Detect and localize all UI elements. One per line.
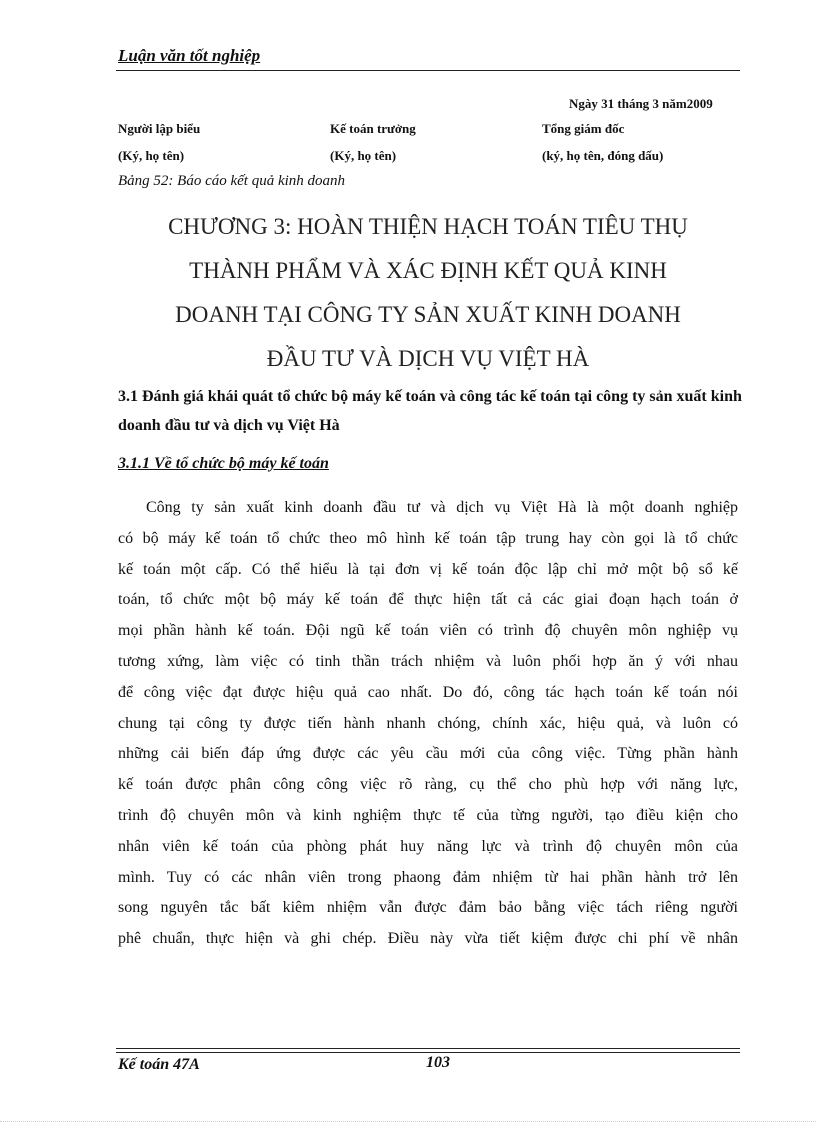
body-line: nhân viên kế toán của phòng phát huy năng lực và trình độ chuyên môn của [118, 837, 738, 855]
signature-note-chief-accountant: (Ký, họ tên) [330, 148, 397, 163]
body-paragraph [118, 493, 738, 955]
body-line: kế toán được phân công công việc rõ ràng, cụ thể cho phù hợp với năng lực, [118, 776, 738, 794]
body-line: phê chuẩn, thực hiện và ghi chép. Điều này vừa tiết kiệm được chi phí về nhân [118, 930, 738, 948]
footer-divider [116, 1048, 740, 1049]
report-date: Ngày 31 tháng 3 năm2009 [569, 96, 713, 111]
body-line: những cải biến đáp ứng được các yêu cầu mới của công việc. Từng phần hành [118, 745, 738, 763]
signature-note-preparer: (Ký, họ tên) [118, 148, 185, 163]
table-caption: Bảng 52: Báo cáo kết quả kinh doanh [118, 173, 346, 189]
signature-role-chief-accountant: Kế toán trưởng [330, 121, 416, 136]
signature-role-general-director: Tổng giám đốc [542, 121, 625, 136]
footer-class-label: Kế toán 47A [118, 1056, 200, 1073]
body-line: toán, tổ chức một bộ máy kế toán để thực hiện tất cả các giai đoạn hạch toán ở [118, 591, 738, 609]
body-line: chung tại công ty được tiến hành nhanh chóng, chính xác, hiệu quả, và luôn có [118, 714, 738, 732]
body-line: Công ty sản xuất kinh doanh đầu tư và dịch vụ Việt Hà là một doanh nghiệp [146, 499, 738, 516]
body-line: mình. Tuy có các nhân viên trong phaong đảm nhiệm từ hai phần hành trở lên [118, 868, 738, 886]
chapter-title [116, 205, 740, 381]
signature-role-preparer: Người lập biểu [118, 121, 201, 136]
signature-note-general-director: (ký, họ tên, đóng dấu) [542, 148, 664, 163]
body-line: trình độ chuyên môn và kinh nghiệm thực tế của từng người, tạo điều kiện cho [118, 806, 738, 824]
section-heading: 3.1 Đánh giá khái quát tổ chức bộ máy kế toán và công tác kế toán tại công ty sản xuất kinh doanh đầu tư và dịch vụ Việt Hà [118, 388, 742, 434]
body-line: có bộ máy kế toán tổ chức theo mô hình kế toán tập trung hay còn gọi là tổ chức [118, 529, 738, 547]
page-number: 103 [426, 1054, 450, 1071]
chapter-title-line: CHƯƠNG 3: HOÀN THIỆN HẠCH TOÁN TIÊU THỤ [168, 214, 688, 239]
page-edge [0, 1121, 816, 1122]
body-line: tương xứng, làm việc có tinh thần trách nhiệm và luôn phối hợp ăn ý với nhau [118, 652, 738, 670]
body-line: để công việc đạt được hiệu quả cao nhất. Do đó, công tác hạch toán kế toán nói [118, 683, 738, 701]
header-divider [116, 70, 740, 71]
chapter-title-line: ĐẦU TƯ VÀ DỊCH VỤ VIỆT HÀ [266, 346, 590, 371]
running-header-title: Luận văn tốt nghiệp [118, 46, 261, 65]
body-line: song nguyên tắc bất kiêm nhiệm vẫn được đảm bảo bằng việc tách riêng người [118, 899, 738, 917]
chapter-title-line: THÀNH PHẨM VÀ XÁC ĐỊNH KẾT QUẢ KINH [189, 258, 667, 283]
chapter-title-line: DOANH TẠI CÔNG TY SẢN XUẤT KINH DOANH [175, 302, 681, 327]
footer-divider-thin [116, 1052, 740, 1053]
subsection-heading: 3.1.1 Về tổ chức bộ máy kế toán [118, 455, 329, 472]
body-line: mọi phần hành kế toán. Đội ngũ kế toán viên có trình độ chuyên môn nghiệp vụ [118, 622, 738, 640]
body-line: kế toán một cấp. Có thể hiểu là tại đơn vị kế toán độc lập chỉ mở một bộ sổ kế [118, 560, 738, 578]
